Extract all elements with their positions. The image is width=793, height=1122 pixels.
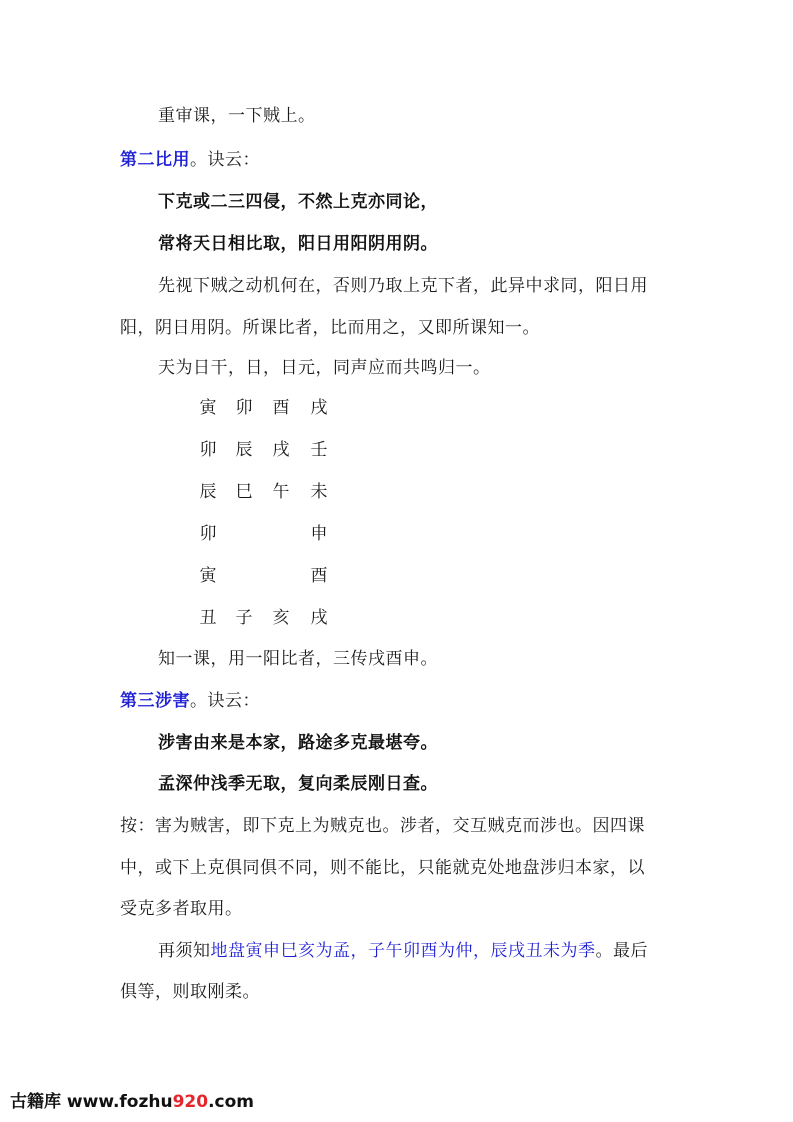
paragraph-2-line-1: 先视下贼之动机何在，否则乃取上克下者，此异中求同，阳日用: [158, 276, 648, 296]
grid-cell: 寅: [199, 566, 217, 586]
paragraph-5-line-1: 按：害为贼害，即下克上为贼克也。涉者，交互贼克而涉也。因四课: [120, 816, 645, 836]
paragraph-6-line-2: 俱等，则取刚柔。: [120, 982, 260, 1002]
grid-cell: 亥: [272, 608, 290, 628]
grid-cell: 申: [310, 524, 328, 544]
paragraph-5-line-3: 受克多者取用。: [120, 899, 243, 919]
grid-row: [196, 606, 336, 630]
paragraph-1: 重审课，一下贼上。: [158, 106, 316, 126]
paragraph-6-lead: 再须知: [158, 941, 211, 961]
grid-cell: 辰: [199, 482, 217, 502]
paragraph-6-line-1: [158, 939, 648, 963]
grid-cell: 壬: [310, 440, 328, 460]
footer-domain-number: 920: [172, 1092, 209, 1112]
paragraph-6-tail: 。最后: [595, 941, 648, 961]
grid-cell: 戌: [310, 398, 328, 418]
verse-2-line-2: 常将天日相比取，阳日用阳阴用阴。: [158, 234, 438, 254]
footer-domain: www.fozhu: [66, 1092, 173, 1112]
section-2-tail: 。诀云：: [190, 150, 260, 170]
grid-cell: 午: [272, 482, 290, 502]
footer-watermark: [10, 1090, 254, 1114]
paragraph-5-line-2: 中，或下上克俱同俱不同，则不能比，只能就克处地盘涉归本家，以: [120, 858, 645, 878]
verse-3-line-2: 孟深仲浅季无取，复向柔辰刚日查。: [158, 774, 438, 794]
section-2-heading: [120, 148, 260, 172]
paragraph-6-highlight: 地盘寅申巳亥为孟，子午卯酉为仲，辰戌丑未为季: [210, 941, 596, 961]
grid-cell: 卯: [199, 440, 217, 460]
grid-cell: 巳: [235, 482, 253, 502]
grid-cell: 酉: [272, 398, 290, 418]
grid-row: [196, 522, 336, 546]
verse-3-line-1: 涉害由来是本家，路途多克最堪夸。: [158, 733, 438, 753]
grid-row: [196, 564, 336, 588]
paragraph-4: 知一课，用一阳比者，三传戌酉申。: [158, 649, 438, 669]
grid-cell: 酉: [310, 566, 328, 586]
grid-cell: 未: [310, 482, 328, 502]
grid-row: [196, 438, 336, 462]
section-3-tail: 。诀云：: [190, 691, 260, 711]
section-3-title: 第三涉害: [120, 691, 190, 711]
grid-row: [196, 480, 336, 504]
paragraph-3: 天为日干，日，日元，同声应而共鸣归一。: [158, 358, 491, 378]
grid-cell: 子: [235, 608, 253, 628]
footer-domain-suffix: .com: [208, 1092, 255, 1112]
section-3-heading: [120, 689, 260, 713]
grid-row: [196, 396, 336, 420]
verse-2-line-1: 下克或二三四侵，不然上克亦同论，: [158, 192, 438, 212]
grid-cell: 丑: [199, 608, 217, 628]
grid-cell: 寅: [199, 398, 217, 418]
paragraph-2-line-2: 阳，阴日用阴。所课比者，比而用之，又即所课知一。: [120, 318, 540, 338]
section-2-title: 第二比用: [120, 150, 190, 170]
grid-cell: 辰: [235, 440, 253, 460]
grid-cell: 卯: [199, 524, 217, 544]
footer-site-name: 古籍库: [10, 1092, 61, 1112]
grid-cell: 卯: [235, 398, 253, 418]
grid-cell: 戌: [310, 608, 328, 628]
grid-cell: 戌: [272, 440, 290, 460]
